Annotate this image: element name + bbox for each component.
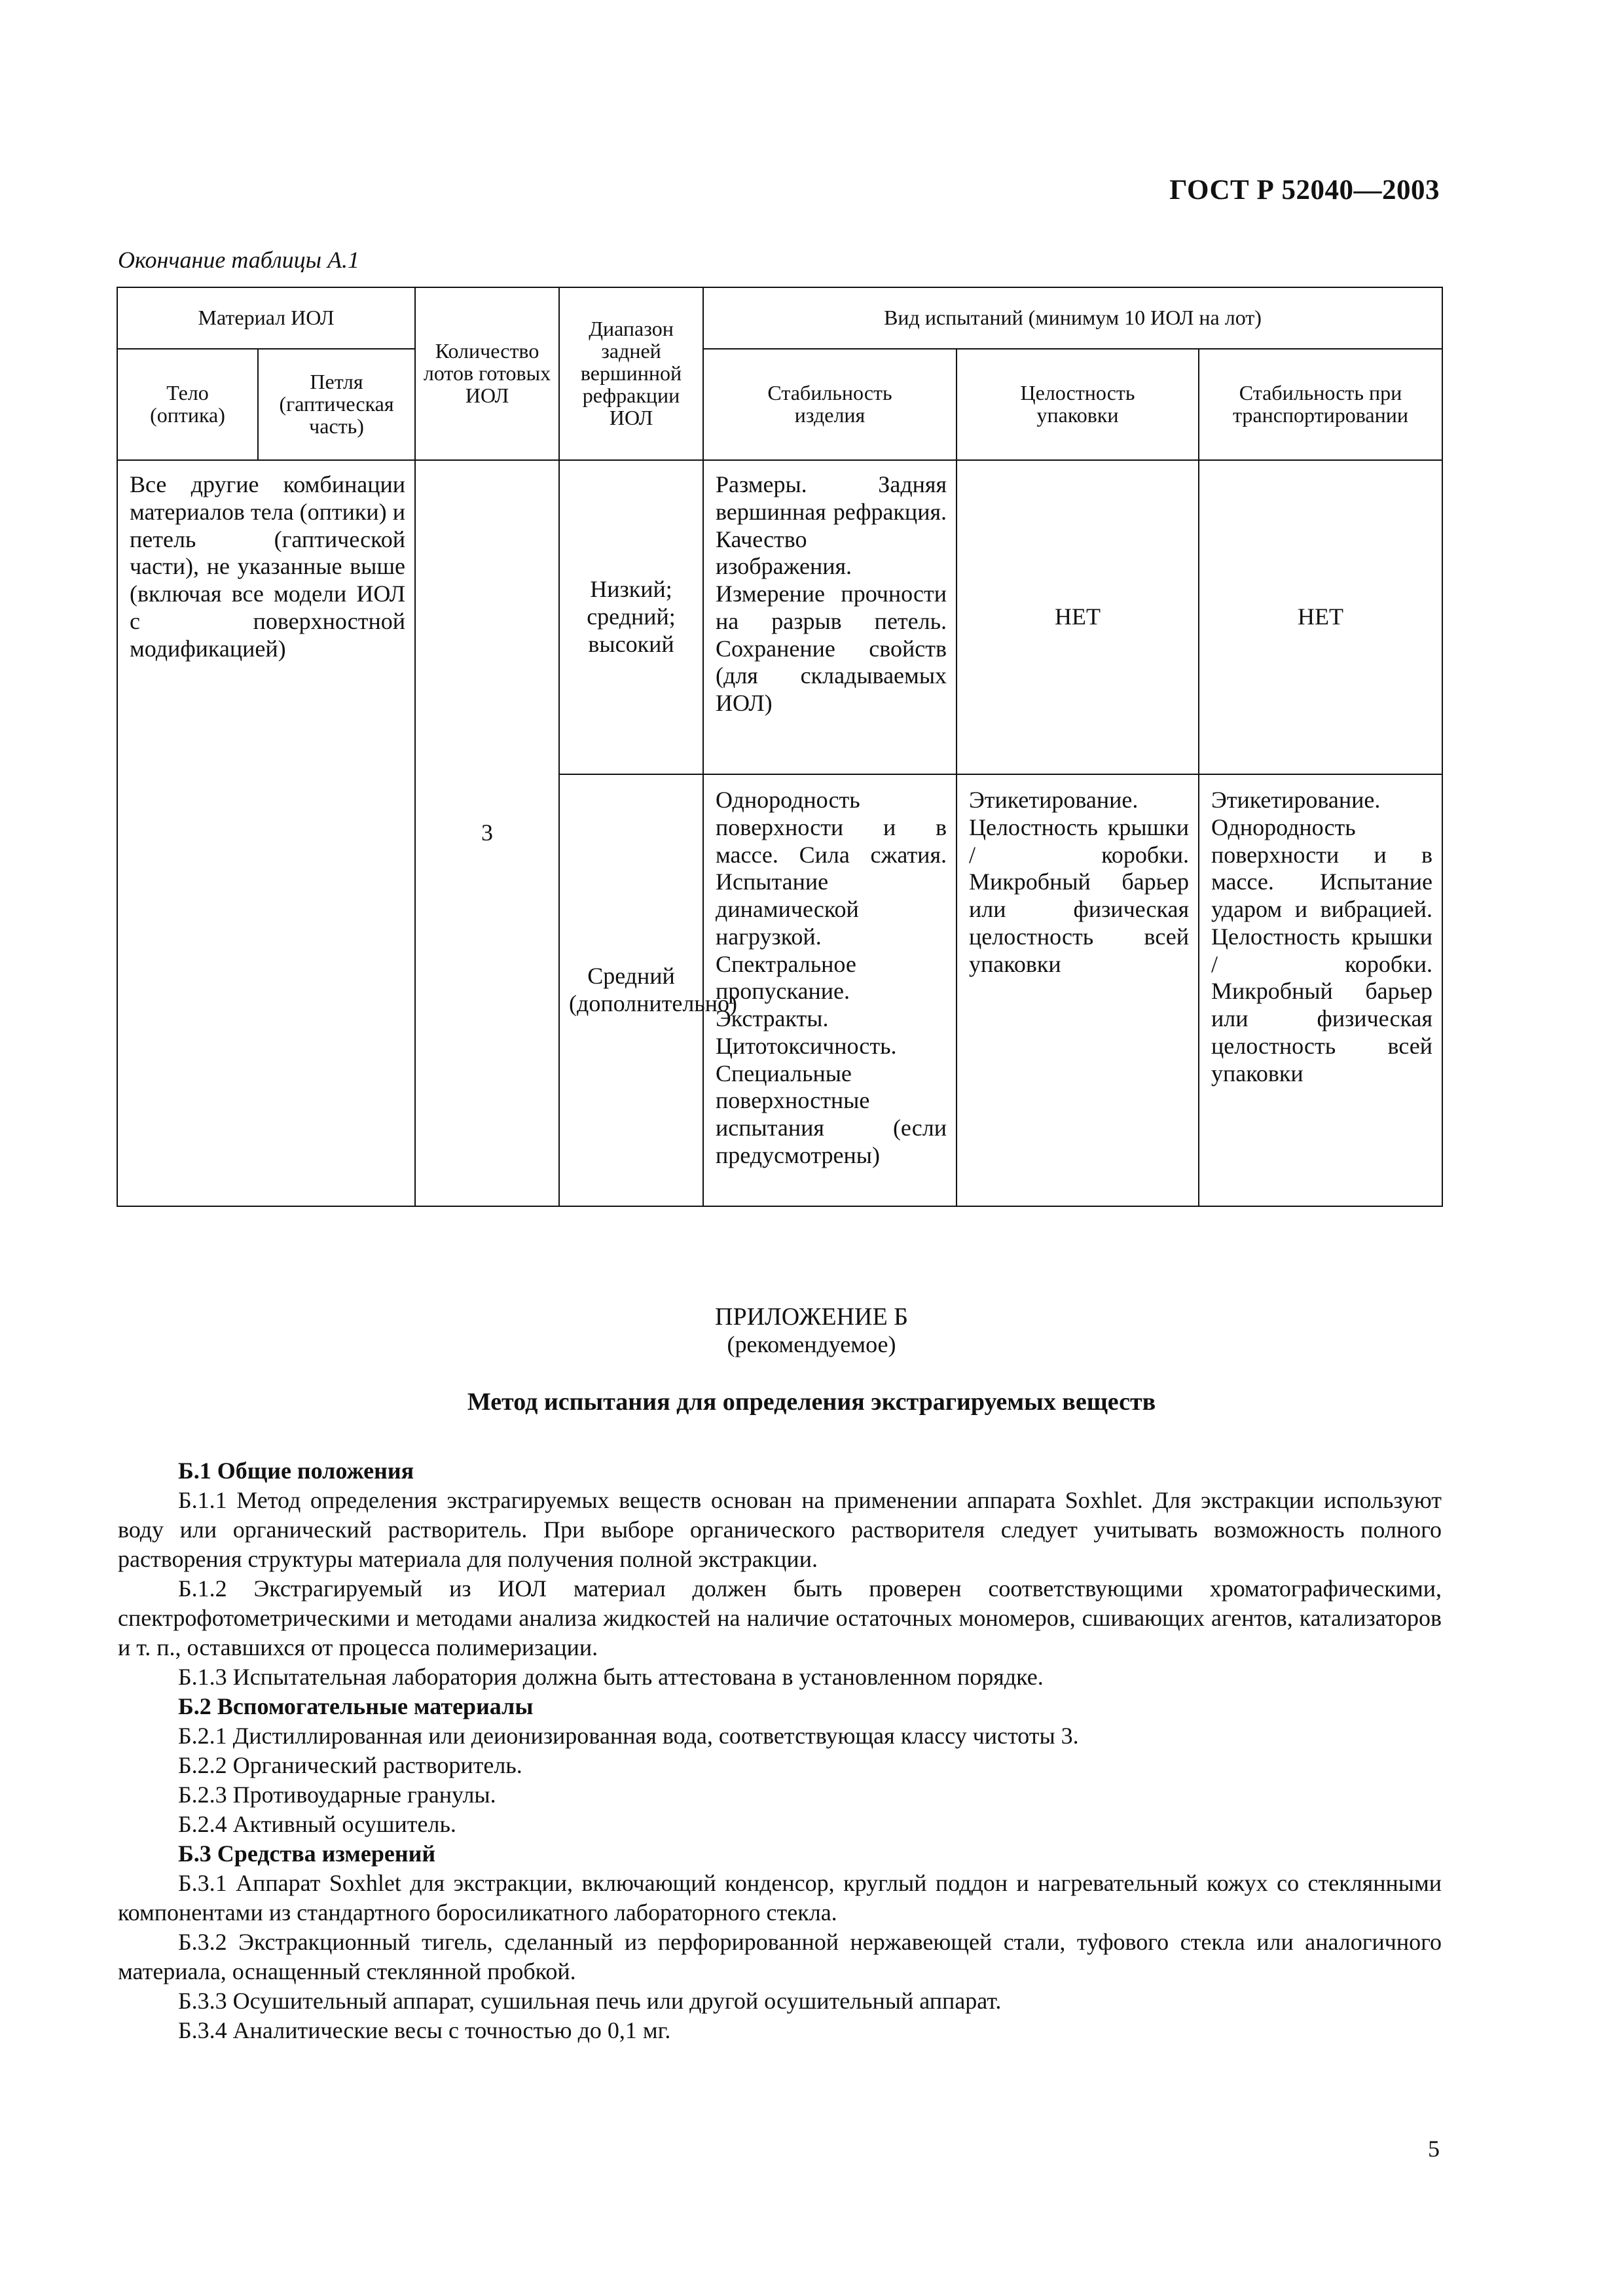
header-transport-stability: Стабильность при транспортировании <box>1199 349 1442 460</box>
paragraph: Б.2.4 Активный осушитель. <box>178 1811 456 1837</box>
paragraph: Б.2.2 Органический растворитель. <box>178 1752 522 1778</box>
row2-dioptre-cell <box>559 774 737 1206</box>
row1-dioptre-cell <box>559 460 703 774</box>
row1-transport-stability: НЕТ <box>1298 603 1343 630</box>
row1-package-integrity: НЕТ <box>1055 603 1101 630</box>
paragraph: Б.1.3 Испытательная лаборатория должна быть аттестована в установленном порядке. <box>178 1664 1044 1690</box>
material-description: Все другие комбинации материалов тела (оптики) и петель (гаптической части), не указанные выше (включая все модели ИОЛ с поверхностной модификацией) <box>130 471 406 662</box>
appendix-subtitle: (рекомендуемое) <box>727 1331 896 1358</box>
row2-product-stability: Однородность поверхности и в массе. Сила сжатия. Испытание динамической нагрузкой. Спектральное пропускание. Экстракты. Цитотоксичность. Специальные поверхностные испытания (если предусмотрены) <box>716 787 947 1168</box>
standard-code: ГОСТ Р 52040—2003 <box>1169 175 1440 206</box>
table-caption: Окончание таблицы А.1 <box>118 247 360 273</box>
section-heading: Б.1 Общие положения <box>178 1458 414 1484</box>
lot-count-cell <box>415 460 559 1206</box>
paragraph: Б.3.4 Аналитические весы с точностью до 0,1 мг. <box>178 2017 671 2043</box>
row2-package-integrity-cell <box>957 774 1199 1206</box>
appendix-body <box>118 1456 1442 2045</box>
paragraph: Б.1.1 Метод определения экстрагируемых веществ основан на применении аппарата Soxhlet. Для экстракции используют воду или органический растворитель. При выборе органического растворителя следует учитывать возможность полного растворения структуры материала для получения полной экстракции. <box>118 1487 1442 1572</box>
iol-test-table <box>117 287 1443 1207</box>
section-heading: Б.2 Вспомогательные материалы <box>178 1693 534 1719</box>
paragraph: Б.2.1 Дистиллированная или деионизированная вода, соответствующая классу чистоты 3. <box>178 1723 1079 1749</box>
row2-dioptre: Средний (дополнительно) <box>569 963 737 1016</box>
section-heading: Б.3 Средства измерений <box>178 1840 436 1867</box>
header-iol-material: Материал ИОЛ <box>117 287 415 349</box>
row2-transport-stability-cell <box>1199 774 1442 1206</box>
material-description-cell <box>117 460 415 1206</box>
paragraph: Б.3.3 Осушительный аппарат, сушильная печь или другой осушительный аппарат. <box>178 1988 1002 2014</box>
paragraph: Б.2.3 Противоударные гранулы. <box>178 1782 496 1808</box>
header-package-integrity: Целостность упаковки <box>957 349 1199 460</box>
paragraph: Б.3.2 Экстракционный тигель, сделанный из перфорированной нержавеющей стали, туфового стекла или аналогичного материала, оснащенный стеклянной пробкой. <box>118 1929 1442 1984</box>
row1-package-integrity-cell <box>957 460 1199 774</box>
header-lot-count: Количество лотов готовых ИОЛ <box>415 287 559 460</box>
row1-product-stability: Размеры. Задняя вершинная рефракция. Качество изображения. Измерение прочности на разрыв петель. Сохранение свойств (для складываемых ИОЛ) <box>716 471 947 716</box>
row2-product-stability-cell <box>703 774 957 1206</box>
row1-dioptre: Низкий; средний; высокий <box>587 576 676 657</box>
paragraph: Б.3.1 Аппарат Soxhlet для экстракции, включающий конденсор, круглый поддон и нагревательный кожух со стеклянными компонентами из стандартного боросиликатного лабораторного стекла. <box>118 1870 1442 1926</box>
row1-transport-stability-cell <box>1199 460 1442 774</box>
lot-count-value: 3 <box>481 819 494 846</box>
row1-product-stability-cell <box>703 460 957 774</box>
row2-package-integrity: Этикетирование. Целостность крышки / коробки. Микробный барьер или физическая целостность всей упаковки <box>969 787 1190 977</box>
appendix-heading: Метод испытания для определения экстрагируемых веществ <box>467 1388 1156 1416</box>
header-product-stability: Стабильность изделия <box>703 349 957 460</box>
header-haptic: Петля (гаптическая часть) <box>258 349 415 460</box>
appendix-title-block <box>0 1302 1623 1359</box>
paragraph: Б.1.2 Экстрагируемый из ИОЛ материал должен быть проверен соответствующими хроматографическими, спектрофотометрическими и методами анализа жидкостей на наличие остаточных мономеров, сшивающих агентов, катализаторов и т. п., оставшихся от процесса полимеризации. <box>118 1575 1442 1660</box>
appendix-title: ПРИЛОЖЕНИЕ Б <box>715 1303 908 1331</box>
header-body: Тело (оптика) <box>117 349 258 460</box>
header-test-type: Вид испытаний (минимум 10 ИОЛ на лот) <box>703 287 1442 349</box>
page-number: 5 <box>1428 2136 1440 2162</box>
header-dioptre-range: Диапазон задней вершинной рефракции ИОЛ <box>559 287 703 460</box>
row2-transport-stability: Этикетирование. Однородность поверхности и в массе. Испытание ударом и вибрацией. Целостность крышки / коробки. Микробный барьер или физическая целостность всей упаковки <box>1211 787 1433 1086</box>
